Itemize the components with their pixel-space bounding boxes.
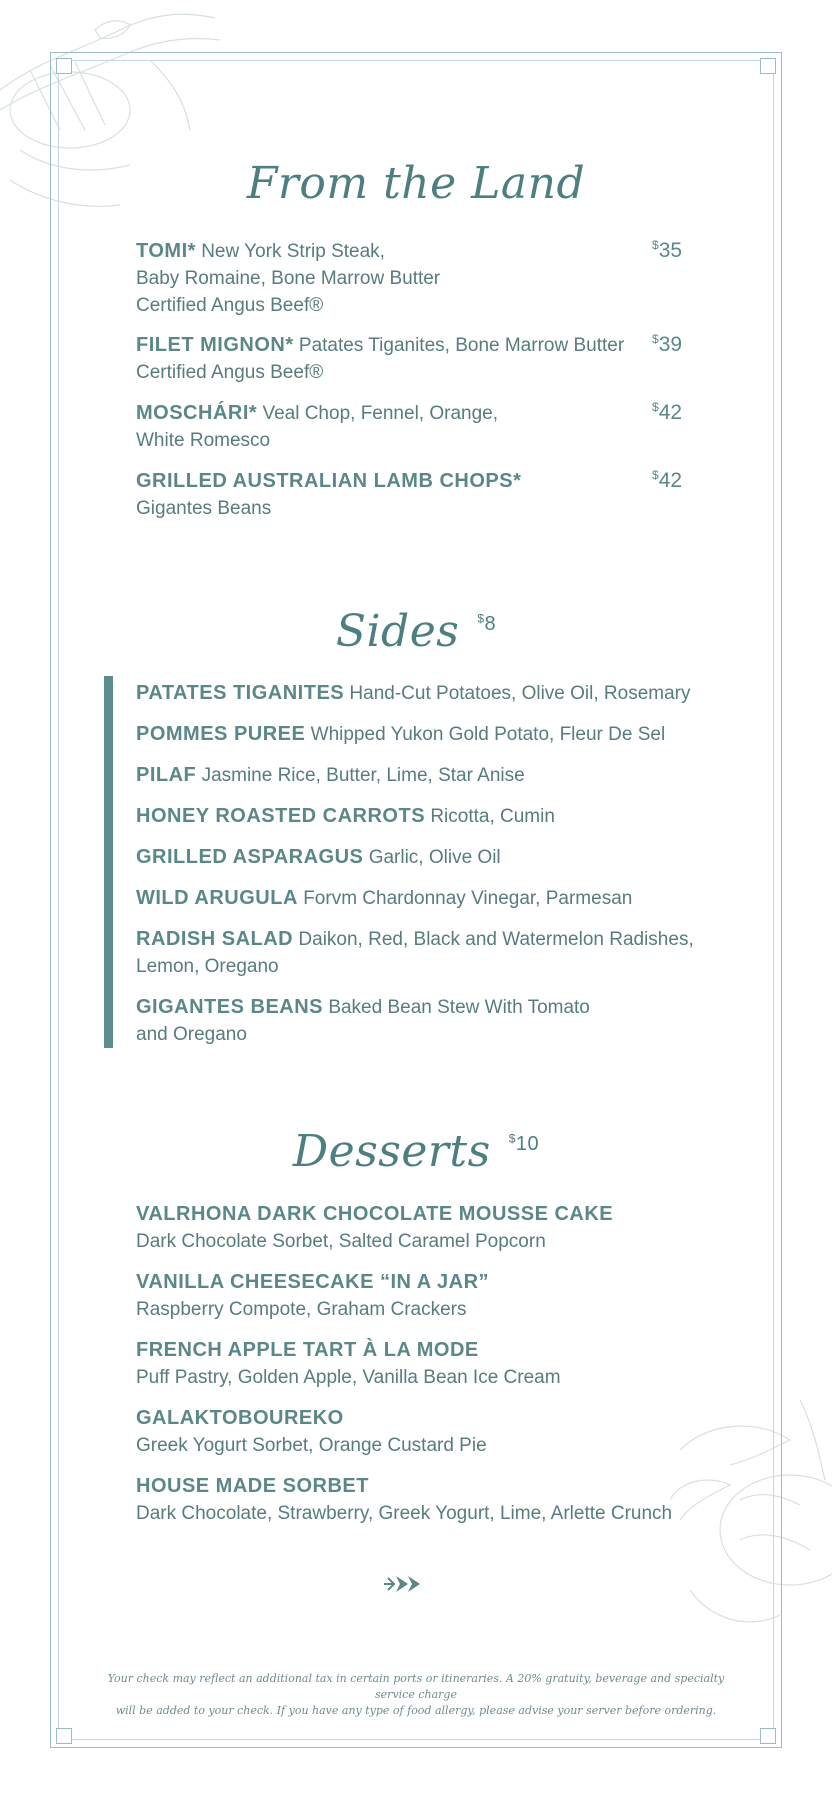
leaf-arrow-ornament-icon [382, 1572, 422, 1596]
section-title-desserts: Desserts $^{^{\$}10}$ [292, 1126, 540, 1177]
sides-accent-bar [104, 676, 113, 1048]
corner-ornament [760, 58, 776, 74]
item-price: $42 [652, 468, 683, 492]
side-item: WILD ARUGULA Forvm Chardonnay Vinegar, Parmesan [136, 887, 633, 909]
dessert-item: HOUSE MADE SORBET Dark Chocolate, Strawberry, Greek Yogurt, Lime, Arlette Crunch [136, 1475, 673, 1524]
dessert-item: VANILLA CHEESECAKE “IN A JAR” Raspberry Compote, Graham Crackers [136, 1271, 490, 1320]
side-item: GRILLED ASPARAGUS Garlic, Olive Oil [136, 846, 501, 868]
side-item: GIGANTES BEANS Baked Bean Stew With Tomato and Oregano [136, 996, 590, 1045]
side-item: POMMES PUREE Whipped Yukon Gold Potato, Fleur De Sel [136, 723, 666, 745]
section-title-sides: Sides $^{^{\$}8}$ [335, 606, 497, 657]
menu-item-tomi: TOMI* New York Strip Steak, Baby Romaine, Bone Marrow Butter Certified Angus Beef® [136, 240, 441, 316]
dessert-item: FRENCH APPLE TART À LA MODE Puff Pastry, Golden Apple, Vanilla Bean Ice Cream [136, 1339, 561, 1388]
corner-ornament [760, 1728, 776, 1744]
dessert-item: VALRHONA DARK CHOCOLATE MOUSSE CAKE Dark Chocolate Sorbet, Salted Caramel Popcorn [136, 1203, 614, 1252]
menu-item-moschari: MOSCHÁRI* Veal Chop, Fennel, Orange, White Romesco [136, 402, 498, 451]
item-price: $35 [652, 238, 683, 262]
corner-ornament [56, 1728, 72, 1744]
side-item: RADISH SALAD Daikon, Red, Black and Watermelon Radishes, Lemon, Oregano [136, 928, 694, 977]
side-item: PILAF Jasmine Rice, Butter, Lime, Star Anise [136, 764, 525, 786]
menu-item-filet-mignon: FILET MIGNON* Patates Tiganites, Bone Marrow Butter Certified Angus Beef® [136, 334, 625, 383]
dessert-item: GALAKTOBOUREKO Greek Yogurt Sorbet, Orange Custard Pie [136, 1407, 487, 1456]
side-item: PATATES TIGANITES Hand-Cut Potatoes, Olive Oil, Rosemary [136, 682, 691, 704]
corner-ornament [56, 58, 72, 74]
side-item: HONEY ROASTED CARROTS Ricotta, Cumin [136, 805, 555, 827]
item-price: $42 [652, 400, 683, 424]
section-price: $8 [477, 611, 497, 636]
section-price: $10 [508, 1131, 540, 1156]
menu-item-lamb-chops: GRILLED AUSTRALIAN LAMB CHOPS* Gigantes Beans [136, 470, 522, 519]
item-price: $39 [652, 332, 683, 356]
section-title-land: From the Land [246, 158, 586, 209]
footnote: Your check may reflect an additional tax in certain ports or itineraries. A 20% gratuity, beverage and specialty service charge will be added to your check. If you have any type of food allergy, please advise your server before ordering. [107, 1672, 725, 1717]
